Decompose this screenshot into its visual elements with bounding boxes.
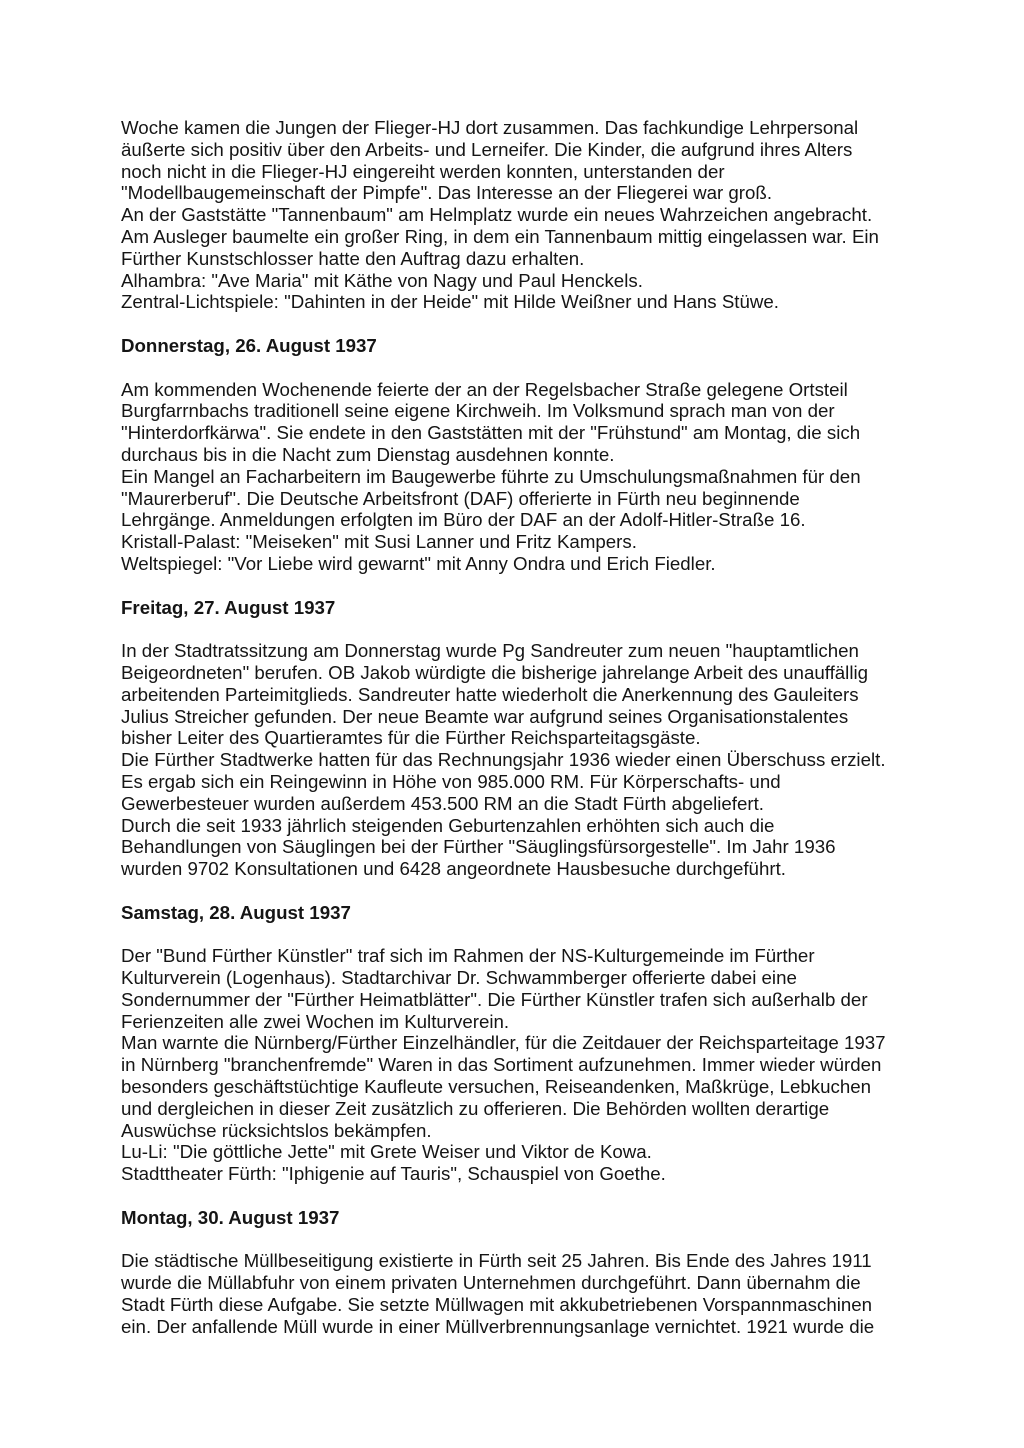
text-line: Am kommenden Wochenende feierte der an der Regelsbacher Straße gelegene Ortsteil bbox=[121, 378, 848, 400]
text-line: Durch die seit 1933 jährlich steigenden Geburtenzahlen erhöhten sich auch die bbox=[121, 814, 775, 836]
text-line: Woche kamen die Jungen der Flieger-HJ dort zusammen. Das fachkundige Lehrpersonal bbox=[121, 117, 859, 138]
paragraph bbox=[121, 1250, 886, 1337]
text-line: Burgfarrnbachs traditionell seine eigene Kirchweih. Im Volksmund sprach man von der bbox=[121, 400, 835, 422]
paragraph bbox=[121, 640, 886, 880]
text-line: in Nürnberg "branchenfremde" Waren in das Sortiment aufzunehmen. Immer wieder würden bbox=[121, 1054, 882, 1076]
text-line: "Modellbaugemeinschaft der Pimpfe". Das Interesse an der Fliegerei war groß. bbox=[121, 182, 773, 204]
text-line: besonders geschäftstüchtige Kaufleute versuchen, Reiseandenken, Maßkrüge, Lebkuchen bbox=[121, 1076, 872, 1098]
text-line: Beigeordneten" berufen. OB Jakob würdigte die bisherige jahrelange Arbeit des unauffällig bbox=[121, 661, 869, 683]
text-line: Die städtische Müllbeseitigung existierte in Fürth seit 25 Jahren. Bis Ende des Jahres 1911 bbox=[121, 1250, 872, 1272]
text-line: Behandlungen von Säuglingen bei der Fürther "Säuglingsfürsorgestelle". Im Jahr 1936 bbox=[121, 836, 836, 858]
text-line: An der Gaststätte "Tannenbaum" am Helmplatz wurde ein neues Wahrzeichen angebracht. bbox=[121, 204, 873, 226]
section-heading-freitag: Freitag, 27. August 1937 bbox=[121, 596, 336, 618]
text-line: bisher Leiter des Quartieramtes für die Fürther Reichsparteitagsgäste. bbox=[121, 727, 701, 749]
text-line: äußerte sich positiv über den Arbeits- und Lerneifer. Die Kinder, die aufgrund ihres Alters bbox=[121, 138, 853, 160]
text-line: und dergleichen in dieser Zeit zusätzlich zu offerieren. Die Behörden wollten derartige bbox=[121, 1097, 830, 1119]
text-line: Lu-Li: "Die göttliche Jette" mit Grete Weiser und Viktor de Kowa. bbox=[121, 1141, 652, 1163]
section-heading-donnerstag: Donnerstag, 26. August 1937 bbox=[121, 334, 377, 356]
text-line: Stadttheater Fürth: "Iphigenie auf Tauris", Schauspiel von Goethe. bbox=[121, 1163, 666, 1185]
text-line: "Hinterdorfkärwa". Sie endete in den Gaststätten mit der "Frühstund" am Montag, die sich bbox=[121, 422, 861, 444]
text-line: ein. Der anfallende Müll wurde in einer Müllverbrennungsanlage vernichtet. 1921 wurde die bbox=[121, 1315, 875, 1337]
document-text bbox=[121, 117, 886, 1338]
text-line: wurde die Müllabfuhr von einem privaten Unternehmen durchgeführt. Dann übernahm die bbox=[121, 1272, 861, 1294]
text-line: Kristall-Palast: "Meiseken" mit Susi Lanner und Fritz Kampers. bbox=[121, 531, 637, 553]
text-line: Lehrgänge. Anmeldungen erfolgten im Büro der DAF an der Adolf-Hitler-Straße 16. bbox=[121, 509, 806, 531]
text-line: Kulturverein (Logenhaus). Stadtarchivar Dr. Schwammberger offerierte dabei eine bbox=[121, 967, 797, 989]
text-line: Gewerbesteuer wurden außerdem 453.500 RM an die Stadt Fürth abgeliefert. bbox=[121, 792, 765, 814]
text-line: In der Stadtratssitzung am Donnerstag wurde Pg Sandreuter zum neuen "hauptamtlichen bbox=[121, 640, 859, 662]
text-line: Am Ausleger baumelte ein großer Ring, in dem ein Tannenbaum mittig eingelassen war. Ein bbox=[121, 225, 879, 247]
text-line: Stadt Fürth diese Aufgabe. Sie setzte Müllwagen mit akkubetriebenen Vorspannmaschinen bbox=[121, 1294, 873, 1316]
text-line: noch nicht in die Flieger-HJ eingereiht werden konnten, unterstanden der bbox=[121, 160, 725, 182]
section-heading-samstag: Samstag, 28. August 1937 bbox=[121, 901, 351, 923]
text-line: Fürther Kunstschlosser hatte den Auftrag dazu erhalten. bbox=[121, 247, 585, 269]
paragraph bbox=[121, 379, 886, 575]
text-line: durchaus bis in die Nacht zum Dienstag ausdehnen konnte. bbox=[121, 443, 615, 465]
text-line: Der "Bund Fürther Künstler" traf sich im Rahmen der NS-Kulturgemeinde im Fürther bbox=[121, 945, 815, 967]
text-line: Auswüchse rücksichtslos bekämpfen. bbox=[121, 1119, 432, 1141]
text-line: Weltspiegel: "Vor Liebe wird gewarnt" mit Anny Ondra und Erich Fiedler. bbox=[121, 552, 716, 574]
text-line: Ferienzeiten alle zwei Wochen im Kulturverein. bbox=[121, 1010, 510, 1032]
text-line: Man warnte die Nürnberg/Fürther Einzelhändler, für die Zeitdauer der Reichsparteitage 1937 bbox=[121, 1032, 886, 1054]
text-line: arbeitenden Parteimitglieds. Sandreuter hatte wiederholt die Anerkennung des Gauleiters bbox=[121, 683, 859, 705]
text-line: Alhambra: "Ave Maria" mit Käthe von Nagy und Paul Henckels. bbox=[121, 269, 643, 291]
text-line: Es ergab sich ein Reingewinn in Höhe von 985.000 RM. Für Körperschafts- und bbox=[121, 770, 781, 792]
text-line: Die Fürther Stadtwerke hatten für das Rechnungsjahr 1936 wieder einen Überschuss erzielt. bbox=[121, 749, 886, 771]
text-line: "Maurerberuf". Die Deutsche Arbeitsfront (DAF) offerierte in Fürth neu beginnende bbox=[121, 487, 800, 509]
paragraph bbox=[121, 117, 886, 313]
text-line: Julius Streicher gefunden. Der neue Beamte war aufgrund seines Organisationstalentes bbox=[121, 705, 849, 727]
text-line: Ein Mangel an Facharbeitern im Baugewerbe führte zu Umschulungsmaßnahmen für den bbox=[121, 465, 861, 487]
section-heading-montag: Montag, 30. August 1937 bbox=[121, 1206, 340, 1228]
text-line: Zentral-Lichtspiele: "Dahinten in der Heide" mit Hilde Weißner und Hans Stüwe. bbox=[121, 291, 779, 313]
text-line: wurden 9702 Konsultationen und 6428 angeordnete Hausbesuche durchgeführt. bbox=[121, 858, 786, 880]
text-line: Sondernummer der "Fürther Heimatblätter". Die Fürther Künstler trafen sich außerhalb der bbox=[121, 988, 868, 1010]
paragraph bbox=[121, 945, 886, 1185]
